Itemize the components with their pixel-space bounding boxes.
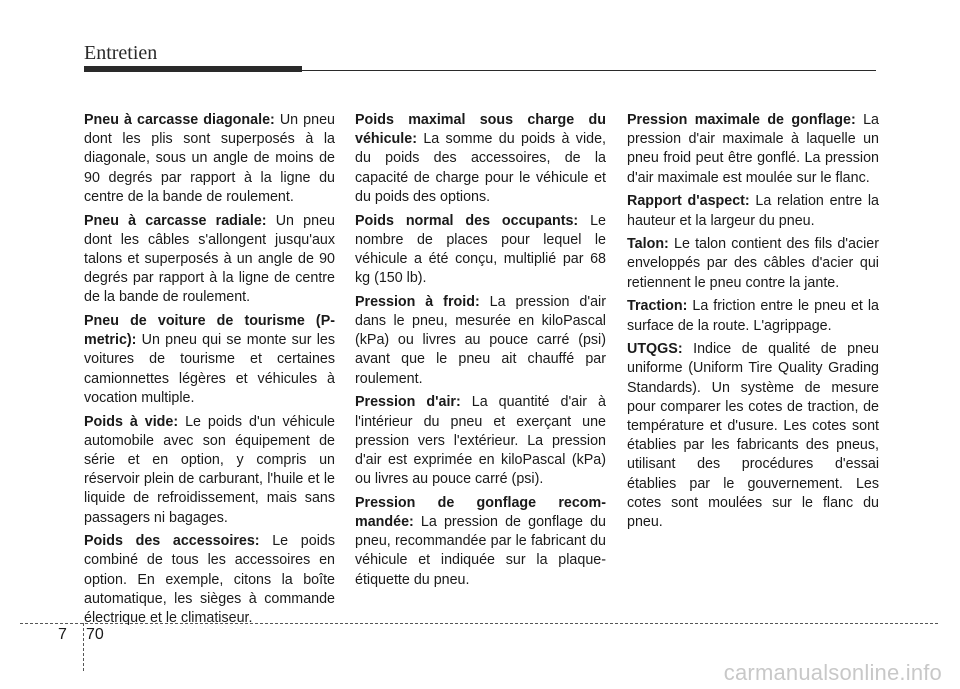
definition-term: Poids maximal sous charge du véhicule: — [355, 112, 606, 148]
definition-term: Pression à froid: — [355, 293, 480, 310]
definition-term: Rapport d'aspect: — [627, 193, 750, 210]
definition-text: Un pneu dont les câbles s'allongent jusqu'aux talons et superposés à un angle de 90 degrés par rapport à la ligne de centre de la bande de roulement. — [84, 212, 335, 306]
definition-text: La relation entre la hauteur et la largeur du pneu. — [627, 193, 879, 229]
definition-text: La somme du poids à vide, du poids des accessoires, de la capacité de charge pour le véhicule et du poids des options. — [355, 131, 606, 205]
footer-dashed-divider — [83, 623, 84, 671]
header-rule-thick — [84, 66, 302, 72]
definition-term: Pression de gonflage recom-mandée: — [355, 494, 606, 531]
definition-term: Pression d'air: — [355, 394, 461, 411]
definition-term: Poids des accessoires: — [84, 533, 260, 550]
definition-term: Pression maximale de gonflage: — [627, 112, 856, 128]
definition-paragraph — [84, 413, 335, 528]
definition-paragraph — [84, 111, 335, 207]
definition-paragraph — [84, 212, 335, 308]
definition-term: Pneu à carcasse diagonale: — [84, 112, 275, 128]
page-number: 70 — [86, 626, 104, 643]
definition-term: Pneu de voiture de tourisme (P-metric): — [84, 313, 335, 349]
definition-paragraph — [627, 297, 879, 335]
definition-paragraph — [355, 111, 606, 207]
definition-paragraph — [355, 212, 606, 289]
definition-term: Traction: — [627, 298, 688, 315]
definition-term: UTQGS: — [627, 341, 683, 358]
definition-paragraph — [355, 293, 606, 389]
definition-paragraph — [627, 235, 879, 293]
text-column-2 — [355, 111, 606, 594]
definition-paragraph — [355, 494, 606, 590]
definition-term: Poids à vide: — [84, 413, 179, 430]
definition-paragraph — [627, 111, 879, 188]
definition-text: Un pneu qui se monte sur les voitures de tourisme et certaines camionnettes légères et véhicules à vocation multiple. — [84, 332, 335, 406]
text-column-1 — [84, 111, 335, 633]
header-rule-thin — [302, 70, 876, 71]
watermark-logo: carmanualsonline.info — [723, 660, 942, 685]
definition-text: La quantité d'air à l'intérieur du pneu et exerçant une pression vers l'extérieur. La pression d'air est exprimée en kiloPascal (kPa) ou livres au pouce carré (psi). — [355, 394, 606, 488]
definition-term: Talon: — [627, 236, 669, 253]
definition-text: Le nombre de places pour lequel le véhicule a été conçu, multiplié par 68 kg (150 lb). — [355, 212, 606, 287]
definition-text: Le poids combiné de tous les accessoires en option. En exemple, citons la boîte automatique, les sièges à commande électrique et le climatiseur. — [84, 533, 335, 627]
definition-text: Le talon contient des fils d'acier enveloppés par des câbles d'acier qui retiennent le pneu contre la jante. — [627, 236, 879, 291]
definition-paragraph — [84, 312, 335, 408]
definition-term: Pneu à carcasse radiale: — [84, 212, 267, 229]
definition-term: Poids normal des occupants: — [355, 212, 579, 229]
footer-dashed-rule — [20, 623, 938, 624]
definition-paragraph — [84, 532, 335, 628]
definition-text: La friction entre le pneu et la surface de la route. L'agrippage. — [627, 298, 879, 334]
definition-text: La pression d'air maximale à laquelle un pneu froid peut être gonflé. La pression d'air maximale est moulée sur le flanc. — [627, 112, 879, 186]
chapter-number: 7 — [58, 626, 67, 643]
definition-text: La pression d'air dans le pneu, mesurée en kiloPascal (kPa) ou livres au pouce carré (psi) avant que le pneu ait chauffé par roulement. — [355, 293, 606, 387]
page-header-title: Entretien — [84, 42, 158, 64]
definition-paragraph — [355, 393, 606, 489]
definition-text: Indice de qualité de pneu uniforme (Uniform Tire Quality Grading Standards). Un système de mesure pour comparer les cotes de traction, de température et d'usure. Les cotes sont établies par les fabricants des pneus, utilisant des procédures d'essai établies par le gouvernement. Les cotes sont moulées sur le flanc du pneu. — [627, 341, 879, 531]
text-column-3 — [627, 111, 879, 537]
definition-paragraph — [627, 192, 879, 230]
definition-text: Le poids d'un véhicule automobile avec son équipement de série et en option, y compris un réservoir plein de carburant, l'huile et le liquide de refroidissement, mais sans passagers ni bagages. — [84, 413, 335, 526]
definition-paragraph — [627, 340, 879, 532]
definition-text: Un pneu dont les plis sont superposés à la diagonale, sous un angle de moins de 90 degrés par rapport à la ligne du centre de la bande de roulement. — [84, 112, 335, 205]
definition-text: La pression de gonflage du pneu, recommandée par le fabricant du véhicule et indiquée sur la plaque-étiquette du pneu. — [355, 514, 606, 588]
